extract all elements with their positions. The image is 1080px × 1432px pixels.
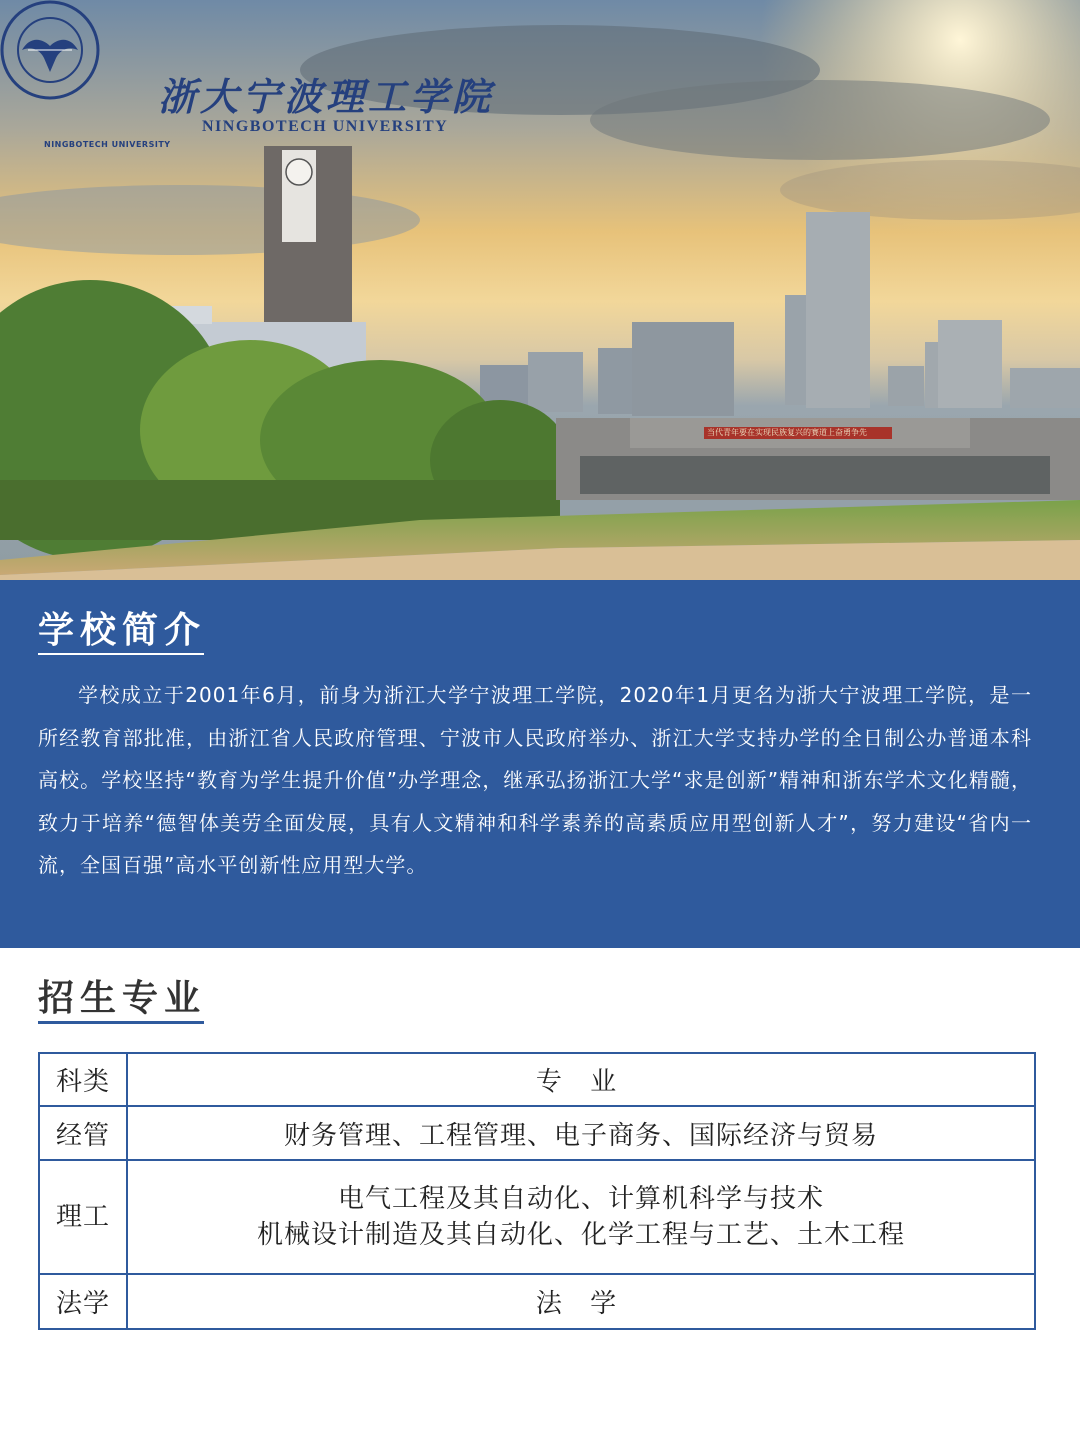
table-header-row: [39, 1053, 1035, 1106]
seal-text: NINGBOTECH UNIVERSITY: [44, 140, 171, 149]
intro-title: 学校简介: [38, 610, 207, 651]
header-major-label: 专 业: [535, 1067, 627, 1097]
table-row: [39, 1274, 1035, 1329]
row-category: 理工: [39, 1160, 127, 1274]
intro-title-underline: [38, 653, 204, 655]
major-line: 机械设计制造及其自动化、化学工程与工艺、土木工程: [256, 1220, 905, 1250]
majors-table: [38, 1052, 1036, 1330]
major-line: 电气工程及其自动化、计算机科学与技术: [337, 1184, 824, 1214]
brand-name-cn: 浙大宁波理工学院: [158, 74, 495, 119]
row-majors: [127, 1160, 1035, 1274]
school-intro-section: [0, 580, 1080, 948]
intro-body: 学校成立于2001年6月，前身为浙江大学宁波理工学院，2020年1月更名为浙大宁波理工学院，是一所经教育部批准，由浙江省人民政府管理、宁波市人民政府举办、浙江大学支持办学的全日制公办普通本科高校。学校坚持“教育为学生提升价值”办学理念，继承弘扬浙江大学“求是创新”精神和浙东学术文化精髓，致力于培养“德智体美劳全面发展，具有人文精神和科学素养的高素质应用型创新人才”，努力建设“省内一流，全国百强”高水平创新性应用型大学。: [38, 683, 1032, 877]
table-row: [39, 1106, 1035, 1160]
row-category: 法学: [39, 1274, 127, 1329]
header-major: [127, 1053, 1035, 1106]
campus-hero-photo: [0, 0, 1080, 580]
major-line: 法 学: [535, 1289, 627, 1319]
header-category: 科类: [39, 1053, 127, 1106]
brand-name-en: NINGBOTECH UNIVERSITY: [202, 118, 449, 135]
hero-banner-text: 当代青年要在实现民族复兴的赛道上奋勇争先: [707, 428, 867, 437]
majors-title: 招生专业: [38, 978, 207, 1019]
row-majors: [127, 1274, 1035, 1329]
university-seal-icon: [0, 0, 100, 100]
majors-title-underline: [38, 1021, 204, 1024]
row-majors: 财务管理、工程管理、电子商务、国际经济与贸易: [127, 1106, 1035, 1160]
table-row: [39, 1160, 1035, 1274]
row-category: 经管: [39, 1106, 127, 1160]
